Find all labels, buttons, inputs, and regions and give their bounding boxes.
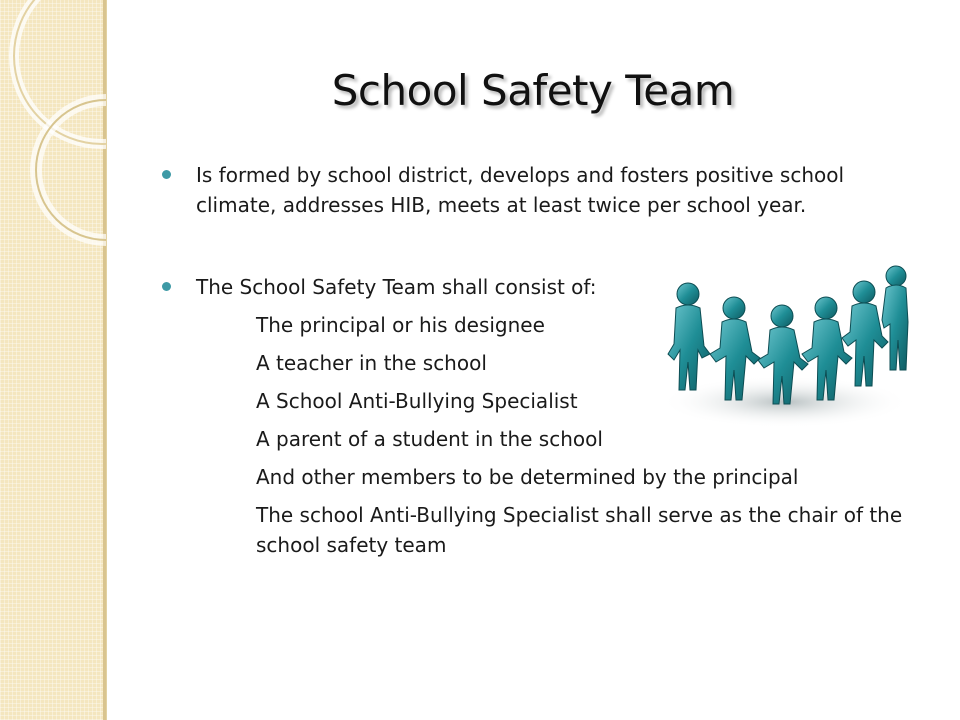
member-item: And other members to be determined by the principal: [256, 465, 799, 489]
member-item: A School Anti-Bullying Specialist: [256, 389, 578, 413]
bullet-dot-icon: [162, 282, 171, 291]
slide-title: School Safety Team: [331, 66, 735, 115]
member-item: The principal or his designee: [256, 313, 545, 337]
bullet-dot-icon: [162, 170, 171, 179]
member-item: A parent of a student in the school: [256, 427, 603, 451]
bullet-text: The School Safety Team shall consist of:: [196, 275, 597, 299]
member-item: A teacher in the school: [256, 351, 487, 375]
member-item: The school Anti-Bullying Specialist shall serve as the chair of the school safety team: [256, 503, 903, 557]
decorative-circles-icon: [0, 0, 106, 260]
bullet-text: Is formed by school district, develops and fosters positive school climate, addresses HIB, meets at least twice per school year.: [196, 163, 845, 217]
paper-doll-people-chain-icon: [660, 262, 910, 432]
